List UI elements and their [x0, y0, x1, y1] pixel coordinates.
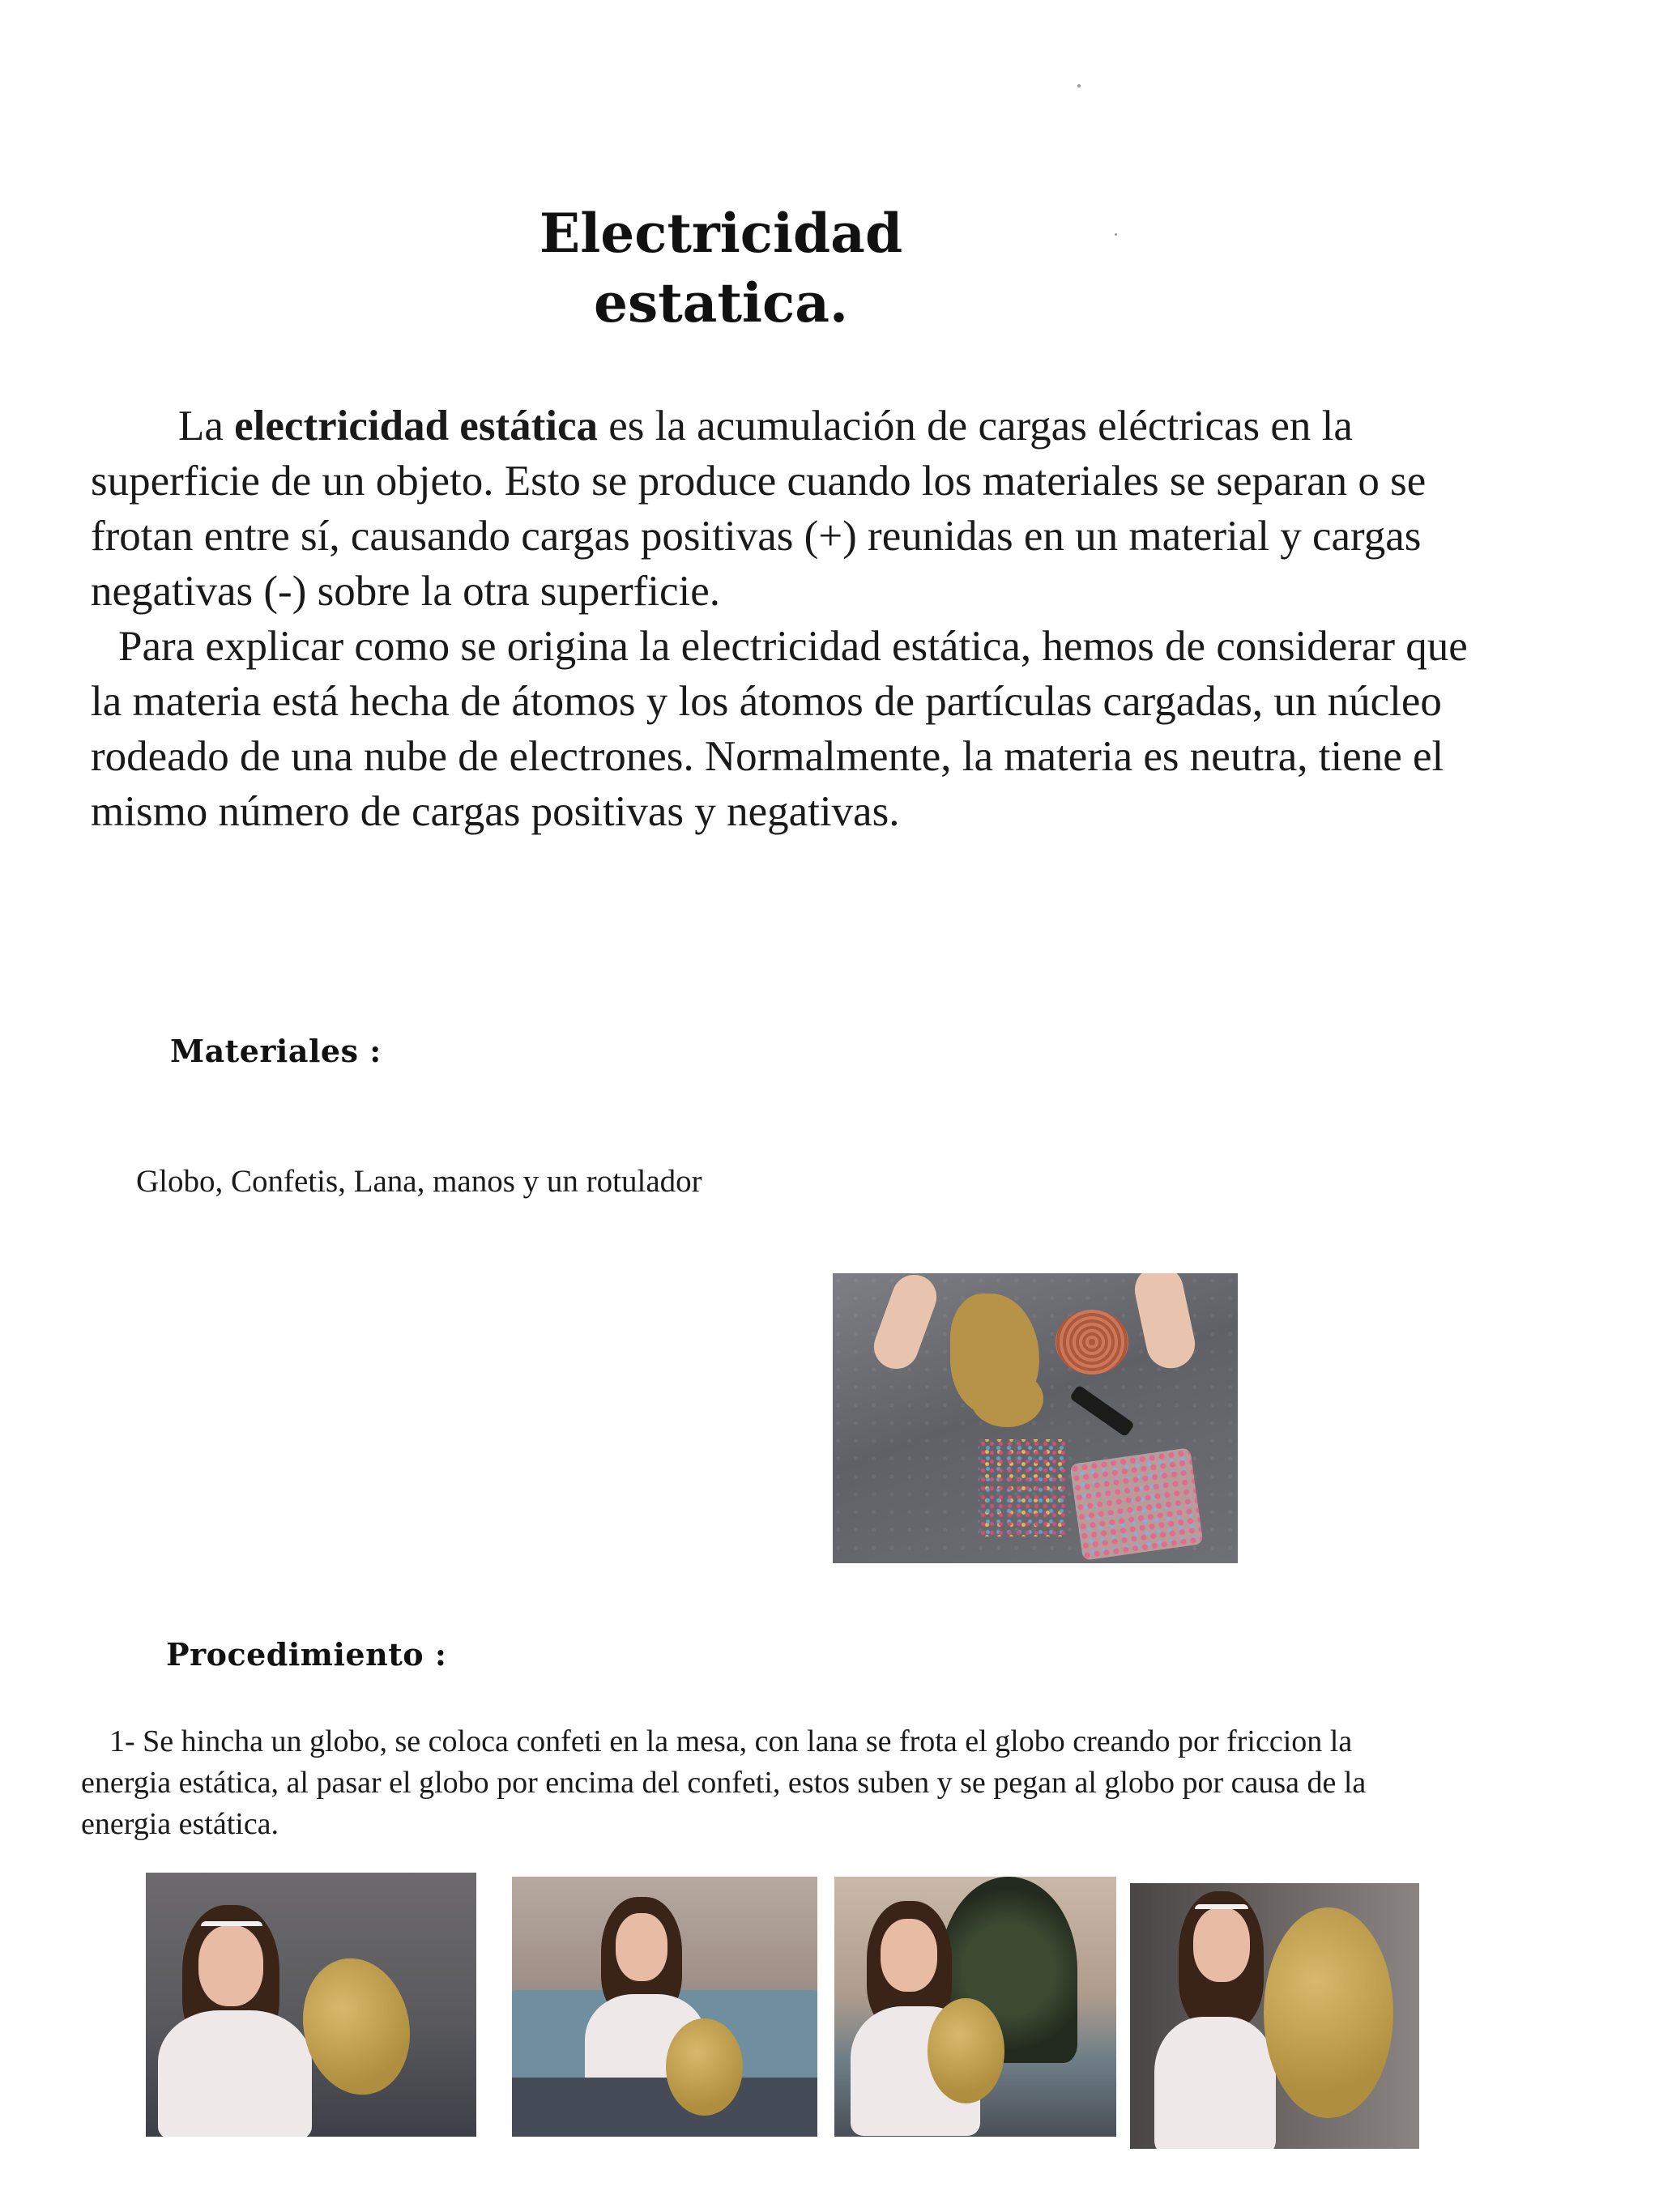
balloon	[666, 2018, 743, 2116]
intro-p1-pre: La	[178, 403, 235, 450]
step-1-text: 1- Se hincha un globo, se coloca confeti en la mesa, con lana se frota el globo creando por friccion la energia estática, al pasar el globo por encima del confeti, estos suben y se pegan al globo por causa de la energia estática.	[81, 1724, 1367, 1841]
procedure-photo-4	[1130, 1883, 1419, 2149]
loose-confetti	[979, 1439, 1068, 1536]
procedure-photo-2	[512, 1877, 817, 2137]
procedimiento-heading: Procedimiento :	[166, 1636, 447, 1673]
intro-p1-bold: electricidad estática	[234, 403, 598, 450]
procedure-photo-3	[834, 1877, 1116, 2137]
scan-speck	[1077, 84, 1081, 87]
right-hand	[1130, 1273, 1199, 1373]
title-line-2: estatica.	[594, 271, 848, 335]
step-1	[81, 1721, 1410, 1845]
balloon	[1264, 1907, 1393, 2118]
materiales-heading: Materiales :	[170, 1033, 382, 1069]
balloon	[928, 1998, 1004, 2103]
left-hand	[868, 1273, 943, 1375]
wool-ball	[1056, 1310, 1128, 1375]
intro-paragraph-1	[91, 399, 1468, 619]
intro-paragraph-2: Para explicar como se origina la electricidad estática, hemos de considerar que la materia está hecha de átomos y los átomos de partículas cargadas, un núcleo rodeado de una nube de electrones. Normalmente, la materia es neutra, tiene el mismo número de cargas positivas y negativas.	[91, 623, 1468, 835]
materials-list: Globo, Confetis, Lana, manos y un rotulador	[136, 1164, 702, 1199]
document-title	[0, 198, 1442, 338]
intro-p1-post: es la acumulación de cargas eléctricas en la superficie de un objeto. Esto se produce cuando los materiales se separan o se frotan entre sí, causando cargas positivas (+) reunidas en un material y cargas negativas (-) sobre la otra superficie.	[91, 403, 1427, 615]
deflated-balloon-2	[970, 1370, 1043, 1427]
title-line-1: Electricidad	[539, 202, 903, 265]
procedure-photo-1	[146, 1873, 476, 2137]
confetti-bag	[1069, 1447, 1203, 1561]
marker	[1069, 1384, 1135, 1437]
materials-photo	[833, 1273, 1238, 1563]
intro-text	[91, 399, 1468, 839]
